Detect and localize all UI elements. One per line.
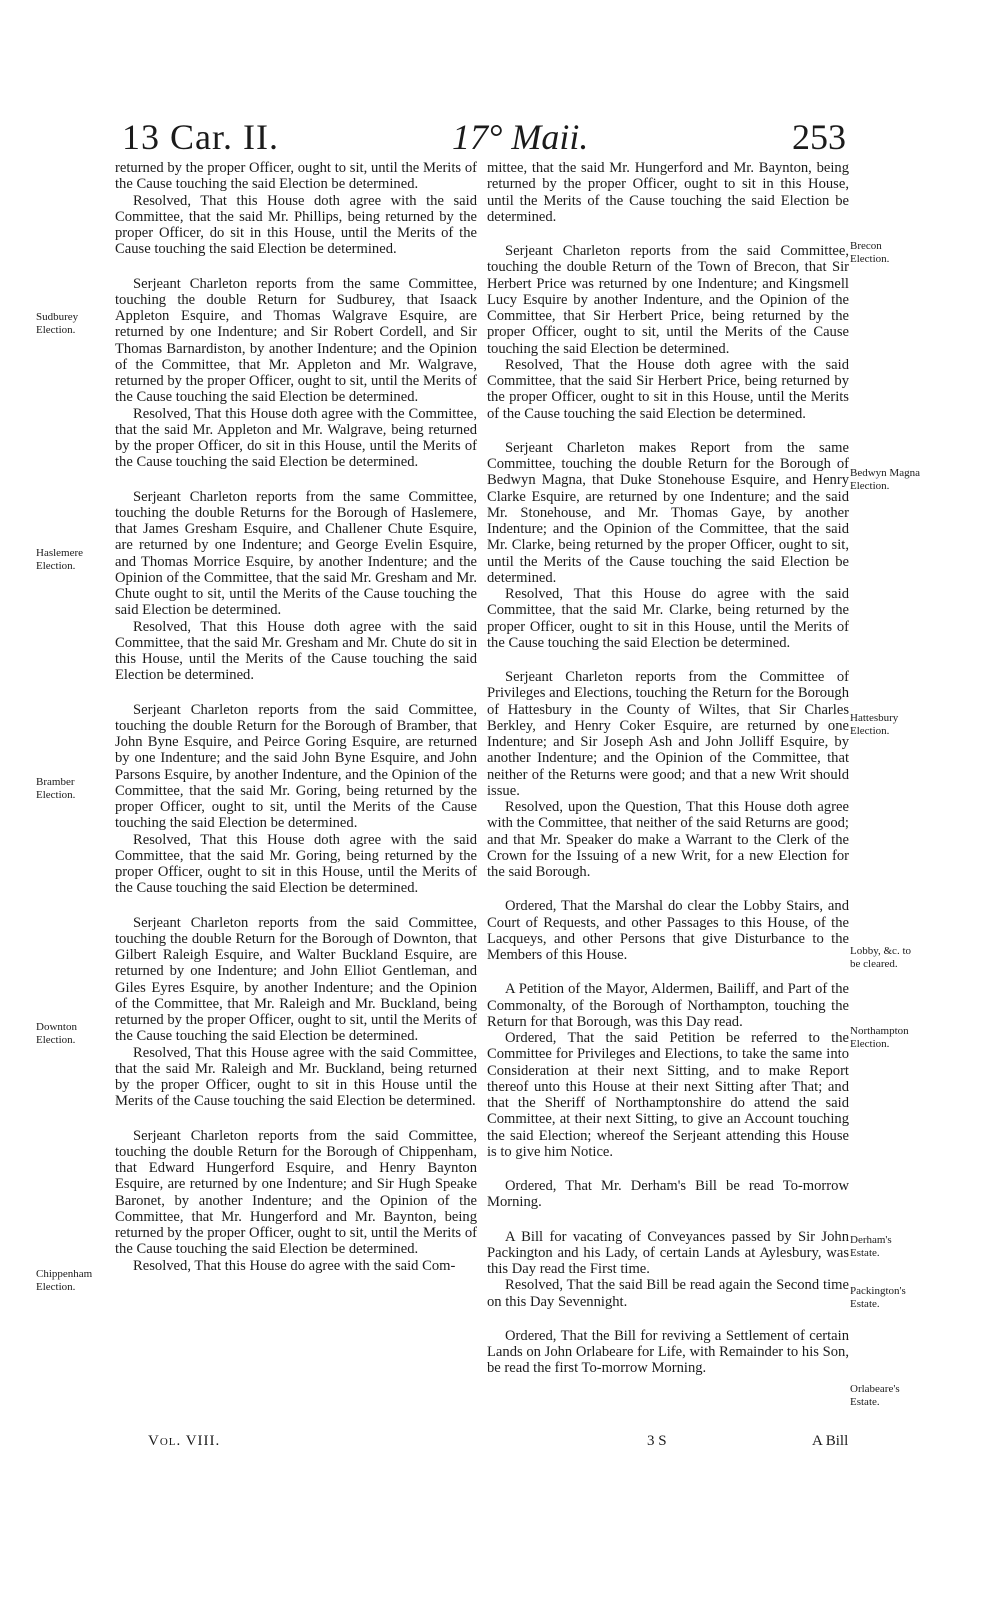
margin-note: Derham's Estate. — [850, 1234, 892, 1259]
margin-note: Brecon Election. — [850, 240, 890, 265]
paragraph: Resolved, That the House doth agree with the said Committee, that the said Sir Herbert Price, being returned by the proper Officer, ought to sit in this House, until the Merits of the Cause touching the said Election be determined. — [487, 356, 849, 422]
paragraph: Resolved, upon the Question, That this House doth agree with the Committee, that neither of the said Returns are good; and that Mr. Speaker do make a Warrant to the Clerk of the Crown for the Issuing of a new Writ, for a new Election for the said Borough. — [487, 799, 849, 880]
paragraph: Resolved, That this House do agree with the said Com- — [133, 1257, 456, 1274]
paragraph: A Bill for vacating of Conveyances passed by Sir John Packington and his Lady, of certain Lands at Aylesbury, was this Day read the First time. — [487, 1228, 849, 1277]
right-column — [487, 160, 849, 1377]
margin-note: Lobby, &c. to be cleared. — [850, 945, 911, 970]
paragraph: Ordered, That the Marshal do clear the Lobby Stairs, and Court of Requests, and other Passages to this House, of the Lacqueys, and other Persons that give Disturbance to the Members of this House. — [487, 898, 849, 963]
page-header — [0, 116, 992, 166]
margin-note: Packington's Estate. — [850, 1285, 906, 1310]
paragraph: Serjeant Charleton makes Report from the same Committee, touching the double Return for the Borough of Bedwyn Magna, that Duke Stonehouse Esquire, and Henry Clarke Esquire, are returned by one Indenture; and the said Mr. Stonehouse, and Mr. Thomas Gaye, by another Indenture; and the Opinion of the Committee, that the said Mr. Clarke, being returned by the proper Officer, ought to sit, until the Merits of the Cause touching the said Election be determined. — [487, 439, 849, 586]
paragraph: Serjeant Charleton reports from the said Committee, touching the double Return for the Borough of Chippenham, that Edward Hungerford Esquire, and Henry Baynton Esquire, are returned by one Indenture; and Sir Hugh Speake Baronet, by another Indenture; and the Opinion of the Committee, that Mr. Hungerford and Mr. Baynton, being returned by the proper Officer, ought to sit, until the Merits of the Cause touching the said Election be determined. — [115, 1127, 477, 1258]
margin-note: Bedwyn Magna Election. — [850, 467, 920, 492]
paragraph: A Petition of the Mayor, Aldermen, Bailiff, and Part of the Commonalty, of the Borough of Northampton, touching the Return for that Borough, was this Day read. — [487, 981, 849, 1030]
paragraph: Ordered, That Mr. Derham's Bill be read To-morrow Morning. — [487, 1178, 849, 1211]
page-number: 253 — [792, 117, 846, 157]
regnal-year: 13 Car. II. — [122, 117, 279, 157]
paragraph: Resolved, That this House doth agree with the Committee, that the said Mr. Appleton and Mr. Walgrave, being returned by the proper Officer, do sit in this House, until the Merits of the Cause touching the said Election be determined. — [115, 405, 477, 471]
paragraph: Serjeant Charleton reports from the said Committee, touching the double Return for the Borough of Downton, that Gilbert Raleigh Esquire, and Walter Buckland Esquire, are returned by one Indenture; and John Elliot Gentleman, and Giles Eyres Esquire, by another Indenture; and the Opinion of the Committee, that Mr. Raleigh and Mr. Buckland, being returned by the proper Officer, ought to sit, until the Merits of the Cause touching the said Election be determined. — [115, 914, 477, 1045]
margin-note: Northampton Election. — [850, 1025, 909, 1050]
paragraph: Resolved, That this House do agree with the said Committee, that the said Mr. Clarke, being returned by the proper Officer, ought to sit in this House, until the Merits of the Cause touching the said Election be determined. — [487, 586, 849, 651]
volume-label: Vol. VIII. — [148, 1433, 221, 1449]
paragraph: Serjeant Charleton reports from the same Committee, touching the double Return for Sudburey, that Isaack Appleton Esquire, and Thomas Walgrave Esquire, are returned by one Indenture; and Sir Robert Cordell, and Sir Thomas Barnardiston, by another Indenture; and the Opinion of the Committee, that Mr. Appleton and Mr. Walgrave, returned by the proper Officer, ought to sit, until the Merits of the Cause touching the said Election be determined. — [115, 275, 477, 406]
signature-mark: 3 S — [647, 1433, 667, 1449]
paragraph: Resolved, That this House agree with the said Committee, that the said Mr. Raleigh and Mr. Buckland, being returned by the proper Officer, ought to sit in this House until the Merits of the Cause touching the said Election be determined. — [115, 1044, 477, 1110]
margin-note: Haslemere Election. — [36, 547, 84, 572]
left-column — [115, 160, 477, 1274]
margin-note: Chippenham Election. — [36, 1268, 93, 1293]
paragraph: returned by the proper Officer, ought to sit, until the Merits of the Cause touching the said Election be determined. — [115, 160, 477, 193]
paragraph: Resolved, That this House doth agree with the said Committee, that the said Mr. Phillips, being returned by the proper Officer, do sit in this House, until the Merits of the Cause touching the said Election be determined. — [115, 192, 477, 258]
paragraph: mittee, that the said Mr. Hungerford and Mr. Baynton, being returned by the proper Officer, ought to sit in this House, until the Merits of the Cause touching the said Election be determined. — [487, 160, 849, 225]
paragraph: Serjeant Charleton reports from the Committee of Privileges and Elections, touching the Return for the Borough of Hattesbury in the County of Wiltes, that Sir Charles Berkley, and Henry Coker Esquire, are returned by one Indenture; and Sir Joseph Ash and John Jolliff Esquire, by another Indenture; and the Opinion of the Committee, that neither of the Returns were good; and that a new Writ should issue. — [487, 669, 849, 799]
margin-note: Downton Election. — [36, 1021, 77, 1046]
paragraph: Resolved, That the said Bill be read again the Second time on this Day Sevennight. — [487, 1277, 849, 1310]
paragraph: Ordered, That the said Petition be referred to the Committee for Privileges and Elections, to take the same into Consideration at their next Sitting, and to make Report thereof unto this House at their next Sitting after That; and that the Sheriff of Northamptonshire do attend the said Committee, at their next Sitting, to give an Account touching the said Election; whereof the Serjeant attending this House is to give him Notice. — [487, 1030, 849, 1160]
paragraph: Resolved, That this House doth agree with the said Committee, that the said Mr. Gresham and Mr. Chute do sit in this House, until the Merits of the Cause touching the said Election be determined. — [115, 618, 477, 684]
margin-note: Hattesbury Election. — [850, 712, 899, 737]
margin-note: Bramber Election. — [36, 776, 76, 801]
paragraph: Serjeant Charleton reports from the said Committee, touching the double Return for the Borough of Bramber, that John Byne Esquire, and Peirce Goring Esquire, are returned by one Indenture; and the said John Byne Esquire, and John Parsons Esquire, by another Indenture, and the Opinion of the Committee, that the said Mr. Goring, being returned by the proper Officer, ought to sit, until the Merits of the Cause touching the said Election be determined. — [115, 701, 477, 832]
margin-note: Orlabeare's Estate. — [850, 1383, 900, 1408]
paragraph: Resolved, That this House doth agree with the said Committee, that the said Mr. Goring, being returned by the proper Officer, ought to sit in this House, until the Merits of the Cause touching the said Election be determined. — [115, 831, 477, 897]
margin-note: Sudburey Election. — [36, 311, 79, 336]
catchword: A Bill — [812, 1433, 849, 1449]
paragraph: Serjeant Charleton reports from the same Committee, touching the double Returns for the Borough of Haslemere, that James Gresham Esquire, and Challener Chute Esquire, are returned by one Indenture; and George Evelin Esquire, and Thomas Morrice Esquire, by another Indenture; and the Opinion of the Committee, that the said Mr. Gresham and Mr. Chute ought to sit, until the Merits of the Cause touching the said Election be determined. — [115, 488, 477, 619]
paragraph: Serjeant Charleton reports from the said Committee, touching the double Return of the Town of Brecon, that Sir Herbert Price was returned by one Indenture; and Kingsmell Lucy Esquire by another Indenture, and the Opinion of the Committee, that Sir Herbert Price, being returned by the proper Officer, ought to sit, until the Merits of the Cause touching the said Election be determined. — [487, 243, 849, 357]
paragraph: Ordered, That the Bill for reviving a Settlement of certain Lands on John Orlabeare for Life, with Remainder to his Son, be read the first To-morrow Morning. — [487, 1327, 849, 1377]
header-date: 17° Maii. — [452, 117, 589, 157]
